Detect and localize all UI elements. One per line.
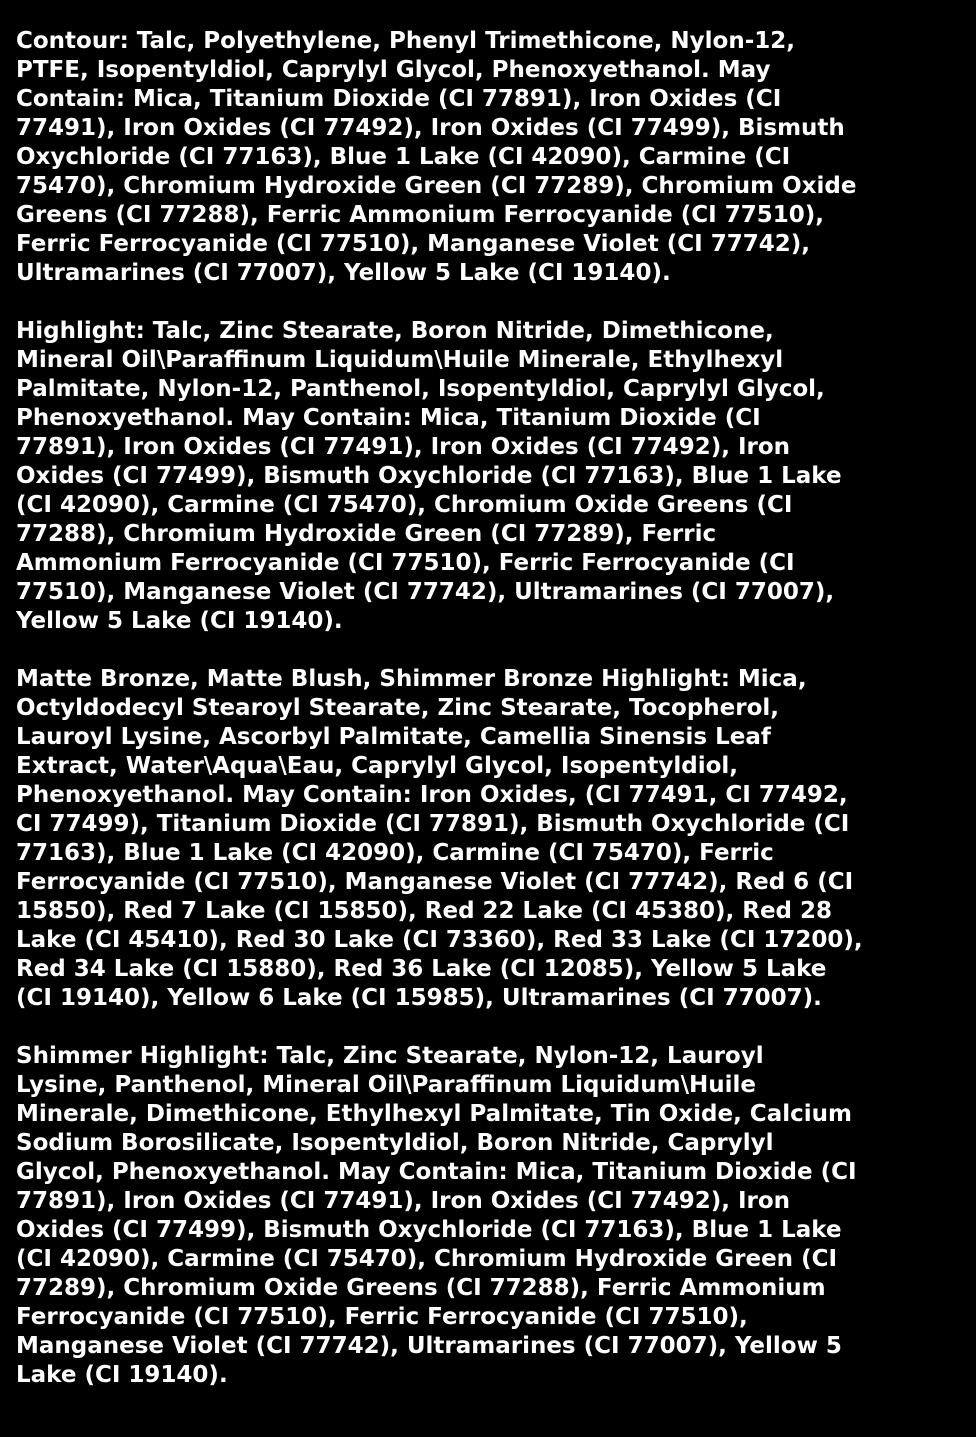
ingredients-shimmer-highlight: Shimmer Highlight: Talc, Zinc Stearate, Nylon-12, Lauroyl Lysine, Panthenol, Mineral Oil\Paraffinum Liquidum\Huile Minerale, Dimethicone, Ethylhexyl Palmitate, Tin Oxide, Calcium Sodium Borosilicate, Isopentyldiol, Boron Nitride, Caprylyl Glycol, Phenoxyethanol. May Contain: Mica, Titanium Dioxide (CI 77891), Iron Oxides (CI 77491), Iron Oxides (CI 77492), Iron Oxides (CI 77499), Bismuth Oxychloride (CI 77163), Blue 1 Lake (CI 42090), Carmine (CI 75470), Chromium Hydroxide Green (CI 77289), Chromium Oxide Greens (CI 77288), Ferric Ammonium Ferrocyanide (CI 77510), Ferric Ferrocyanide (CI 77510), Manganese Violet (CI 77742), Ultramarines (CI 77007), Yellow 5 Lake (CI 19140).	[16, 1043, 857, 1388]
ingredients-contour: Contour: Talc, Polyethylene, Phenyl Trimethicone, Nylon-12, PTFE, Isopentyldiol, Caprylyl Glycol, Phenoxyethanol. May Contain: Mica, Titanium Dioxide (CI 77891), Iron Oxides (CI 77491), Iron Oxides (CI 77492), Iron Oxides (CI 77499), Bismuth Oxychloride (CI 77163), Blue 1 Lake (CI 42090), Carmine (CI 75470), Chromium Hydroxide Green (CI 77289), Chromium Oxide Greens (CI 77288), Ferric Ammonium Ferrocyanide (CI 77510), Ferric Ferrocyanide (CI 77510), Manganese Violet (CI 77742), Ultramarines (CI 77007), Yellow 5 Lake (CI 19140).	[16, 28, 857, 286]
ingredients-highlight: Highlight: Talc, Zinc Stearate, Boron Nitride, Dimethicone, Mineral Oil\Paraffinum Liquidum\Huile Minerale, Ethylhexyl Palmitate, Nylon-12, Panthenol, Isopentyldiol, Caprylyl Glycol, Phenoxyethanol. May Contain: Mica, Titanium Dioxide (CI 77891), Iron Oxides (CI 77491), Iron Oxides (CI 77492), Iron Oxides (CI 77499), Bismuth Oxychloride (CI 77163), Blue 1 Lake (CI 42090), Carmine (CI 75470), Chromium Oxide Greens (CI 77288), Chromium Hydroxide Green (CI 77289), Ferric Ammonium Ferrocyanide (CI 77510), Ferric Ferrocyanide (CI 77510), Manganese Violet (CI 77742), Ultramarines (CI 77007), Yellow 5 Lake (CI 19140).	[16, 318, 842, 634]
ingredients-document	[16, 27, 960, 1390]
ingredients-matte-bronze-blush-shimmer-bronze: Matte Bronze, Matte Blush, Shimmer Bronze Highlight: Mica, Octyldodecyl Stearoyl Stearate, Zinc Stearate, Tocopherol, Lauroyl Lysine, Ascorbyl Palmitate, Camellia Sinensis Leaf Extract, Water\Aqua\Eau, Caprylyl Glycol, Isopentyldiol, Phenoxyethanol. May Contain: Iron Oxides, (CI 77491, CI 77492, CI 77499), Titanium Dioxide (CI 77891), Bismuth Oxychloride (CI 77163), Blue 1 Lake (CI 42090), Carmine (CI 75470), Ferric Ferrocyanide (CI 77510), Manganese Violet (CI 77742), Red 6 (CI 15850), Red 7 Lake (CI 15850), Red 22 Lake (CI 45380), Red 28 Lake (CI 45410), Red 30 Lake (CI 73360), Red 33 Lake (CI 17200), Red 34 Lake (CI 15880), Red 36 Lake (CI 12085), Yellow 5 Lake (CI 19140), Yellow 6 Lake (CI 15985), Ultramarines (CI 77007).	[16, 666, 863, 1011]
